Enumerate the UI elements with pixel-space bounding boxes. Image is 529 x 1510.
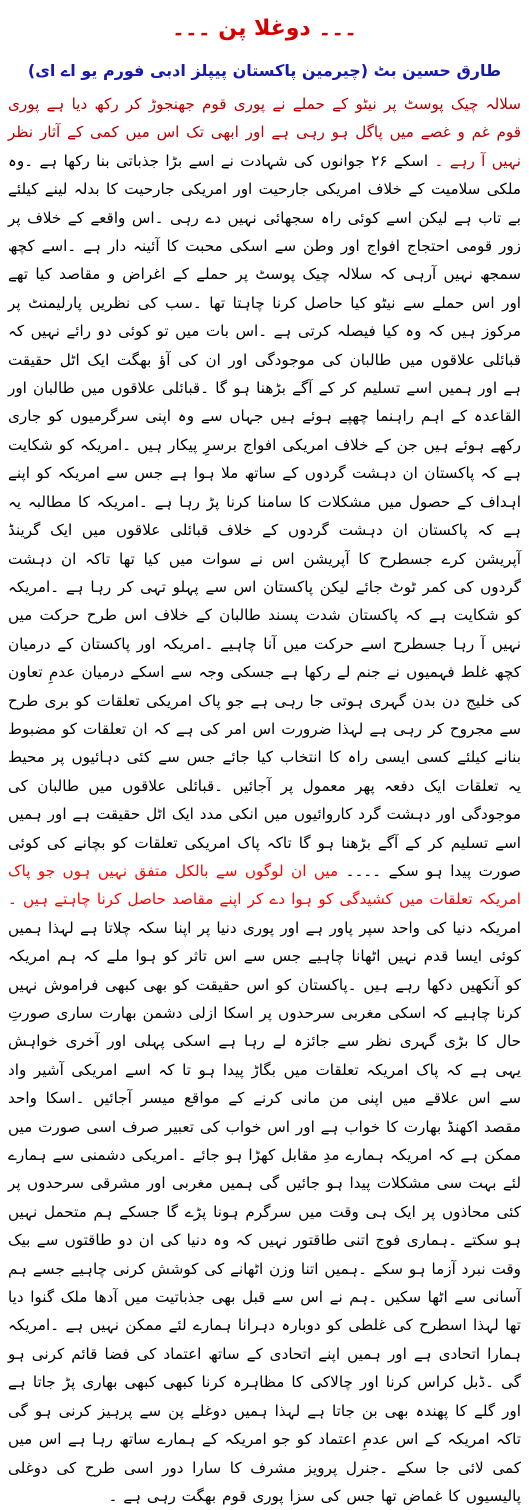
article-paragraph: امریکہ دنیا کی واحد سپر پاور ہے اور پوری دنیا پر اپنا سکہ چلاتا ہے لہذا ہمیں کوئی ایسا قدم نہیں اٹھانا چاہیے جس سے اس تاثر کو ہوا ملے کہ ہم امریکہ کو آنکھیں دکھا رہے ہیں ۔پاکستان کو اس حقیقت کو بھی کبھی فراموش نہیں کرنا چاہیے کہ اسکی مغربی سرحدوں پر اسکا ازلی دشمن بھارت ساری صورتِ حال کا بڑی گہری نظر سے جائزہ لے رہا ہے اسکی پہلی اور آخری خواہش یہی ہے کہ پاک امریکہ تعلقات میں بگاڑ پیدا ہو تا کہ اسے امریکی آشیر واد سے اس علاقے میں اپنی من مانی کرنے کے مواقع میسر آجائیں ۔اسکا واحد مقصد اکھنڈ بھارت کا خواب ہے اور اس خواب کی تعبیر صرف اسی صورت میں ممکن ہے کہ امریکہ ہمارے مدِ مقابل کھڑا ہو جائے ۔امریکی دشمنی سے ہمارے لئے بہت سی مشکلات پیدا ہو جائیں گی ہمیں مغربی اور مشرقی سرحدوں پر کئی محاذوں پر ایک ہی وقت میں سرگرم ہونا پڑے گا جسکے ہم متحمل نہیں ہو سکتے ۔ہماری فوج اتنی طاقتور نہیں کہ وہ دنیا کی ان دو طاقتوں سے بیک وقت نبرد آزما ہو سکے ۔ہمیں اتنا وزن اٹھانے کی کوشش کرنی چاہیے جسے ہم آسانی سے اٹھا سکیں ۔ہم نے اس سے قبل بھی جذباتیت میں آدھا ملک گنوا دیا تھا لہذا اسطرح کی غلطی کو دوبارہ دہرانا ہمارے لئے ممکن نہیں ہے ۔امریکہ ہمارا اتحادی ہے اور ہمیں اپنے اتحادی کے ساتھ اعتماد کی فضا قائم کرنی ہو گی ۔ڈبل کراس کرنا اور چالاکی کا مظاہرہ کرنا کبھی کبھی بھاری پڑ جاتا ہے اور گلے کا پھندہ بھی بن جاتا ہے لہذا ہمیں دوغلے پن سے پرہیز کرنی ہو گی تاکہ امریکہ کے اس عدمِ اعتماد کو جو امریکہ کے ہمارے ساتھ رہا ہے اس میں کمی لائی جا سکے ۔جنرل پرویز مشرف کا سارا دور اسی طرح کی دوغلی پالیسیوں کا غماض تھا جس کی سزا پوری قوم بھگت رہی ہے ۔	[8, 918, 521, 1505]
article-body	[8, 90, 521, 1510]
article-byline: طارق حسین بٹ (چیرمین پاکستان پیپلز ادبی فورم یو اے ای)	[27, 61, 502, 80]
article-paragraph: اسکے ۲۶ جوانوں کی شہادت نے اسے بڑا جذباتی بنا رکھا ہے ۔وہ ملکی سلامیت کے خلاف امریکی جارحیت اور امریکی جارحیت کا بدلہ لینے کیلئے بے تاب ہے لیکن اسے کوئی راہ سجھائی نہیں دے رہی ۔اس واقعے کے خلاف پر زور قومی احتجاج افواج اور وطن سے اسکی محبت کا آئینہ دار ہے ۔اسے کچھ سمجھ نہیں آرہی کہ سلالہ چیک پوسٹ پر حملے کے اغراض و مقاصد کیا تھے اور اس حملے سے نیٹو کیا حاصل کرنا چاہتا تھا ۔سب کی نظریں پارلیمنٹ پر مرکوز ہیں کہ وہ کیا فیصلہ کرتی ہے ۔اس بات میں تو کوئی دو رائے نہیں کہ قبائلی علاقوں میں طالبان کی موجودگی اور ان کی آؤ بھگت ایک اٹل حقیقت ہے اور ہمیں اسے تسلیم کر کے آگے بڑھنا ہو گا ۔قبائلی علاقوں میں طالبان اور القاعدہ کے اہم راہنما چھپے ہوئے ہیں جہاں سے وہ اپنی سرگرمیوں کو جاری رکھے ہوئے ہیں جن کے خلاف امریکی افواج برسرِ پیکار ہیں ۔امریکہ کو شکایت ہے کہ پاکستان ان دہشت گردوں کے ساتھ ملا ہوا ہے جس سے امریکہ کو اپنے اہداف کے حصول میں مشکلات کا سامنا کرنا پڑ رہا ہے ۔امریکہ کا مطالبہ یہ ہے کہ پاکستان ان دہشت گردوں کے خلاف قبائلی علاقوں میں ایک گرینڈ آپریشن کرے جسطرح کا آپریشن اس نے سوات میں کیا تھا تاکہ ان دہشت گردوں کی کمر ٹوٹ جائے لیکن پاکستان اس سے پہلو تہی کر رہا ہے ۔امریکہ کو شکایت ہے کہ پاکستان شدت پسند طالبان کے خلاف اس طرح حرکت میں نہیں آ رہا جسطرح اسے حرکت میں آنا چاہیے ۔امریکہ اور پاکستان کے درمیان کچھ غلط فہمیوں نے جنم لے رکھا ہے جسکی وجہ سے اسکے درمیان عدمِ تعاون کی خلیج دن بدن گہری ہوتی جا رہی ہے جو پاک امریکی تعلقات کو بری طرح سے مجروح کر رہی ہے لہذا ضرورت اس امر کی ہے کہ ان تعلقات کو مضبوط بنانے کیلئے کسی ایسی راہ کا انتخاب کیا جائے جس سے کئی دہائیوں پر محیط یہ تعلقات ایک دفعہ پھر معمول پر آجائیں ۔قبائلی علاقوں میں طالبان کی موجودگی اور دہشت گرد کاروائیوں میں انکی مدد ایک اٹل حقیقت ہے اور ہمیں اسے تسلیم کر کے آگے بڑھنا ہو گا تاکہ پاک امریکی تعلقات کو بچانے کی کوئی صورت پیدا ہو سکے ۔۔۔۔	[8, 151, 522, 880]
highlighted-statement: میں ان لوگوں سے بالکل متفق نہیں ہوں جو پاک امریکہ تعلقات میں کشیدگی کو ہوا دے کر اپنے مقاصد حاصل کرنا چاہتے ہیں ۔	[8, 861, 521, 909]
article-lead: سلالہ چیک پوسٹ پر نیٹو کے حملے نے پوری قوم جھنجوڑ کر رکھ دیا ہے پوری قوم غم و غصے میں پاگل ہو رہی ہے اور ابھی تک اس میں کمی کے آثار نظر نہیں آ رہے ۔	[8, 95, 522, 170]
article-headline: ۔۔۔ دوغلا پن ۔۔۔	[171, 16, 358, 41]
